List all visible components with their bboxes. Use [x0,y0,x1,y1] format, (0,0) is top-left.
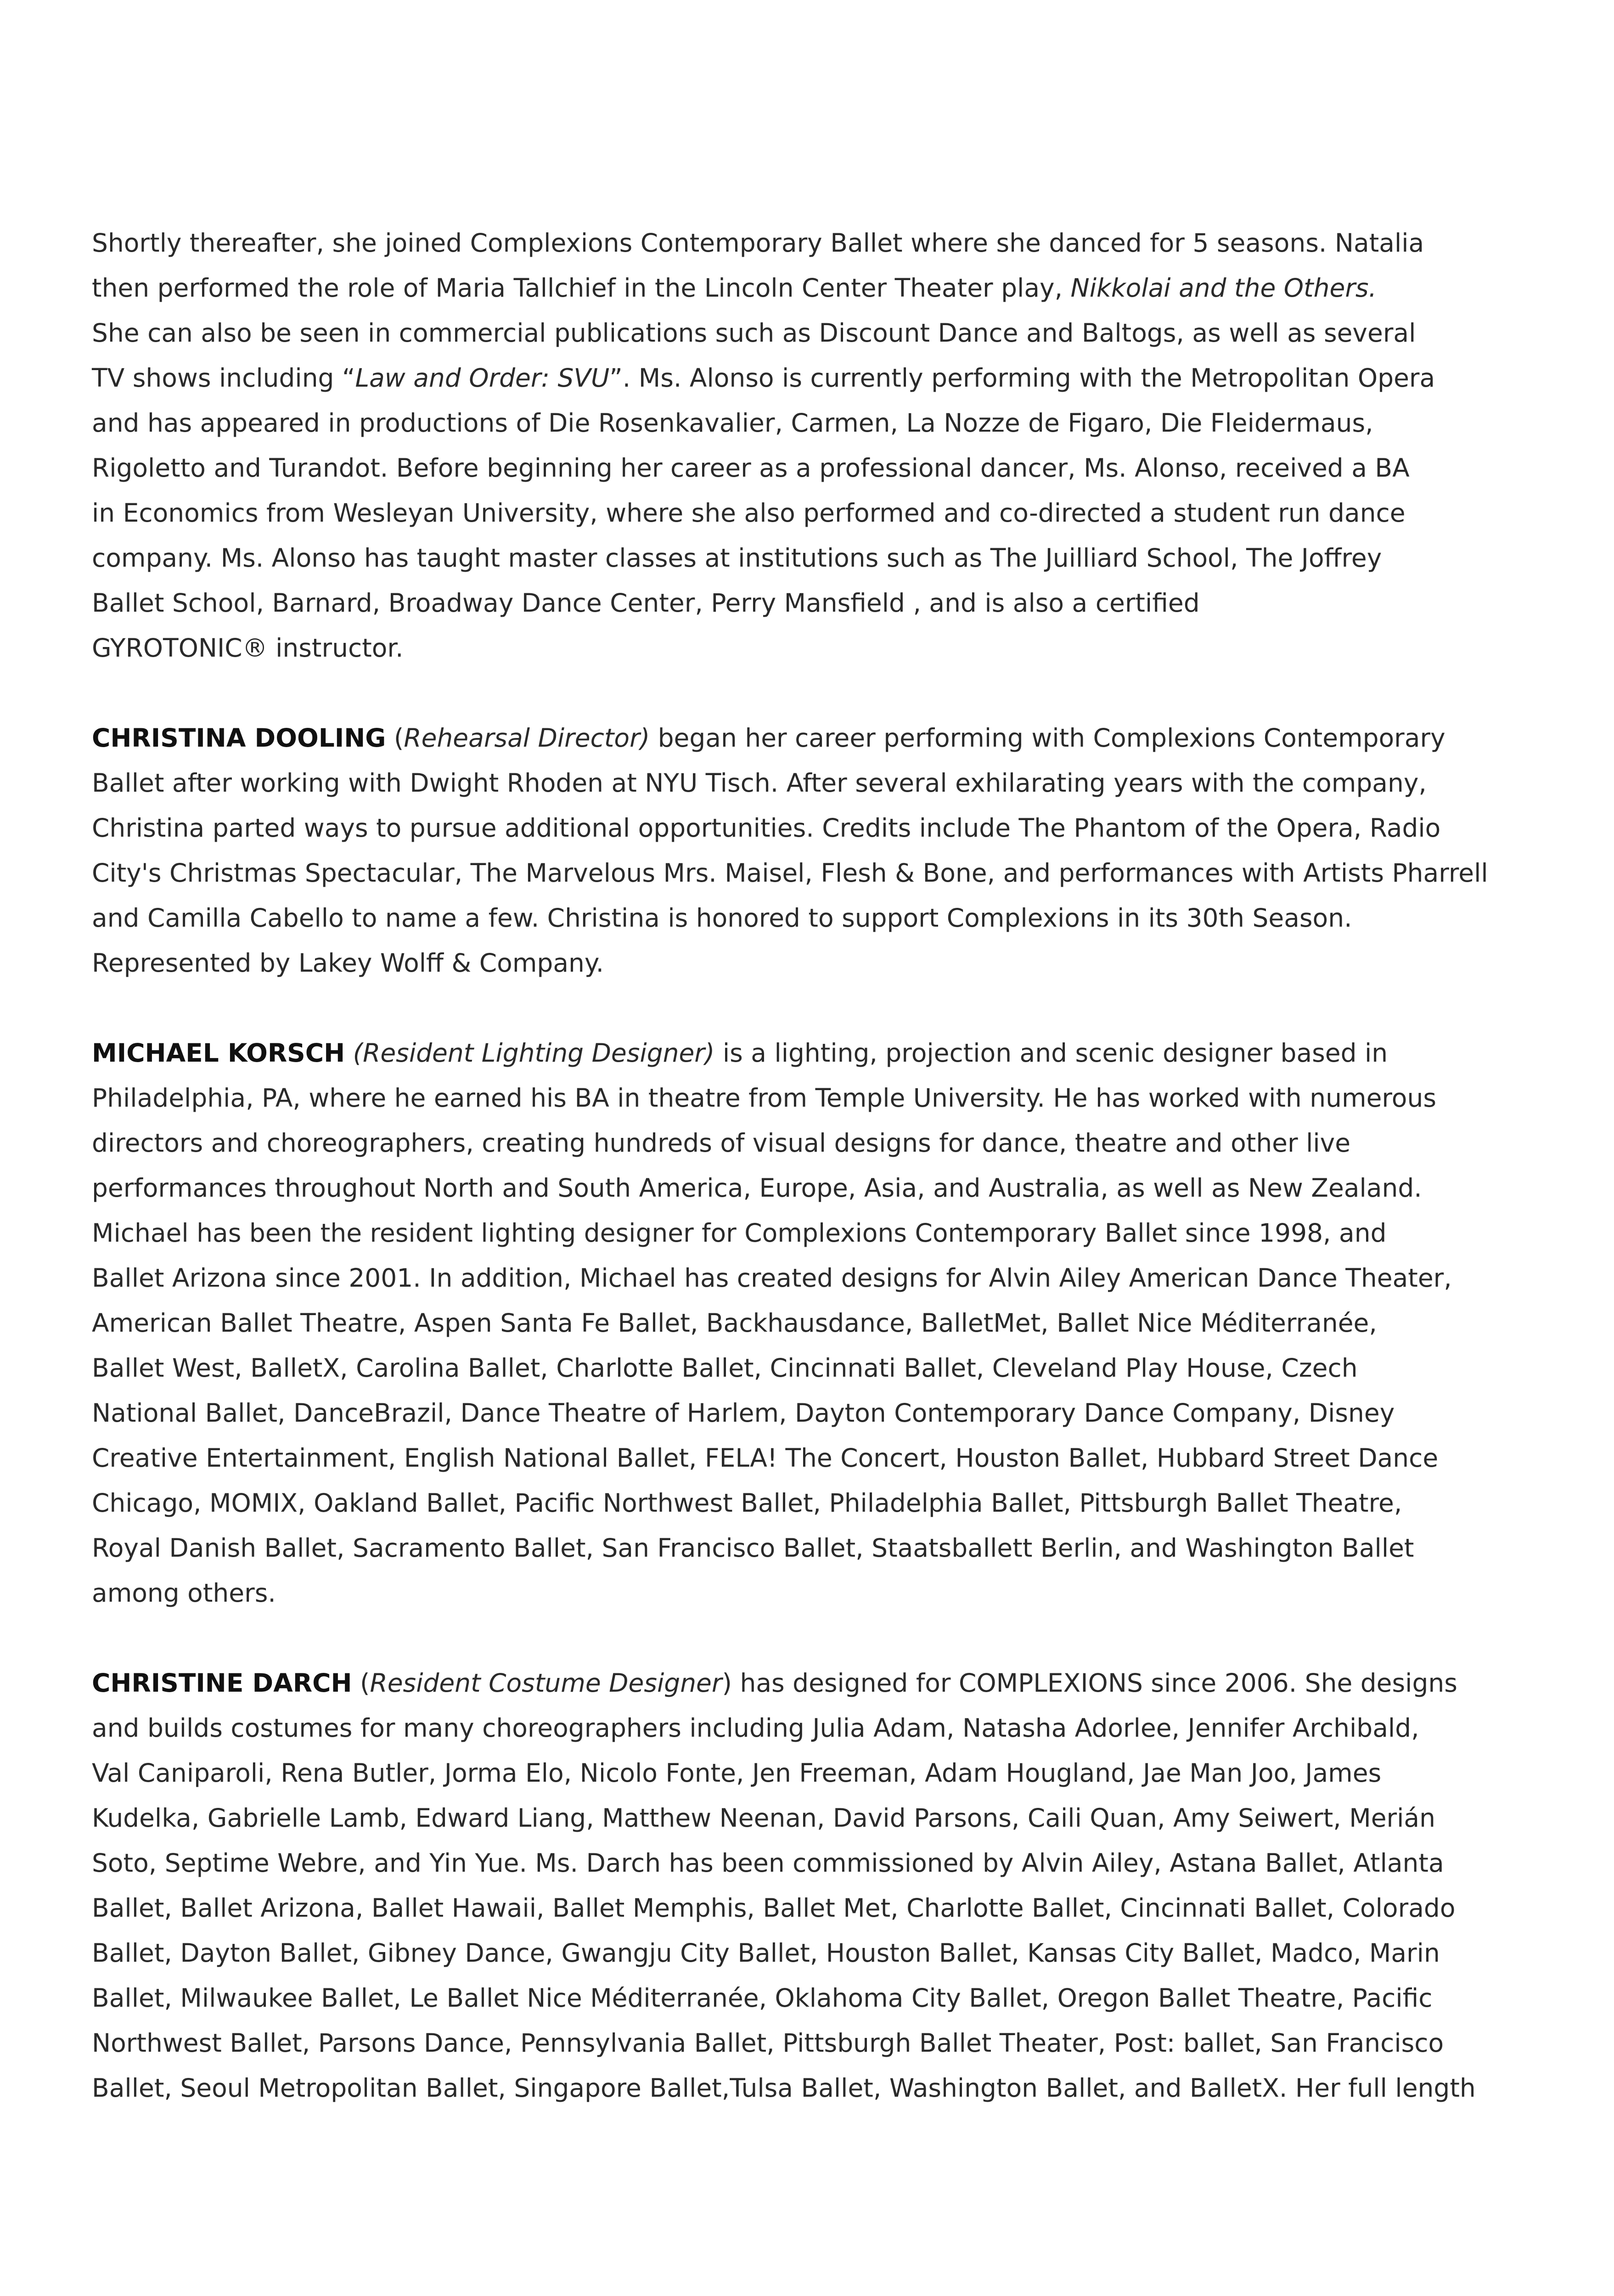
italic-text: Nikkolai and the Others. [1070,273,1377,303]
text-run: in Economics from Wesleyan University, where she also performed and co-directed a student run dance [92,498,1406,528]
text-line [92,1435,1529,1480]
text-line [92,1480,1529,1525]
text-line [92,2065,1529,2110]
text-line [92,1570,1529,1615]
text-run: Chicago, MOMIX, Oakland Ballet, Pacific Northwest Ballet, Philadelphia Ballet, Pittsburgh Ballet Theatre, [92,1488,1402,1518]
document-page [92,220,1529,2155]
text-line [92,355,1529,400]
text-run: Ballet after working with Dwight Rhoden at NYU Tisch. After several exhilarating years with the company, [92,768,1427,798]
text-run: ”. Ms. Alonso is currently performing with the Metropolitan Opera [609,363,1435,393]
text-run: directors and choreographers, creating hundreds of visual designs for dance, theatre and other live [92,1128,1351,1158]
italic-text: Resident Costume Designer [370,1668,722,1698]
text-line [92,1930,1529,1975]
text-line [92,1165,1529,1210]
text-run: Represented by Lakey Wolff & Company. [92,948,604,978]
text-line [92,1075,1529,1120]
person-name: CHRISTINA DOOLING [92,723,386,753]
text-line [92,1750,1529,1795]
text-line [92,1660,1529,1705]
text-line [92,1255,1529,1300]
text-run: TV shows including “ [92,363,355,393]
text-run: Philadelphia, PA, where he earned his BA in theatre from Temple University. He has worked with numerous [92,1083,1436,1113]
text-line [92,1525,1529,1570]
text-run: City's Christmas Spectacular, The Marvelous Mrs. Maisel, Flesh & Bone, and performances with Artists Pharrell [92,858,1488,888]
text-run: National Ballet, DanceBrazil, Dance Theatre of Harlem, Dayton Contemporary Dance Company, Disney [92,1398,1395,1428]
text-run: Northwest Ballet, Parsons Dance, Pennsylvania Ballet, Pittsburgh Ballet Theater, Post: ballet, San Francisco [92,2028,1444,2058]
text-run: is a lighting, projection and scenic designer based in [714,1038,1388,1068]
text-line [92,400,1529,445]
italic-text: Law and Order: SVU [355,363,610,393]
text-run: Ballet West, BalletX, Carolina Ballet, Charlotte Ballet, Cincinnati Ballet, Cleveland Play House, Czech [92,1353,1358,1383]
bio-paragraph-michael-korsch [92,1030,1529,1615]
text-line [92,1975,1529,2020]
text-run: and builds costumes for many choreographers including Julia Adam, Natasha Adorlee, Jennifer Archibald, [92,1713,1419,1743]
text-run [345,1038,353,1068]
text-run: Ballet, Milwaukee Ballet, Le Ballet Nice Méditerranée, Oklahoma City Ballet, Oregon Ballet Theatre, Pacific [92,1983,1433,2013]
bio-paragraph-alonso-continued [92,220,1529,670]
person-name: MICHAEL KORSCH [92,1038,345,1068]
text-line [92,805,1529,850]
text-run: She can also be seen in commercial publications such as Discount Dance and Baltogs, as well as several [92,318,1416,348]
text-line [92,490,1529,535]
text-run: Creative Entertainment, English National Ballet, FELA! The Concert, Houston Ballet, Hubbard Street Dance [92,1443,1439,1473]
text-line [92,895,1529,940]
text-run: and Camilla Cabello to name a few. Christina is honored to support Complexions in its 30th Season. [92,903,1352,933]
text-line [92,1390,1529,1435]
text-run: and has appeared in productions of Die Rosenkavalier, Carmen, La Nozze de Figaro, Die Fleidermaus, [92,408,1373,438]
text-line [92,940,1529,985]
text-line [92,1795,1529,1840]
text-line [92,535,1529,580]
text-run: Ballet, Dayton Ballet, Gibney Dance, Gwangju City Ballet, Houston Ballet, Kansas City Ballet, Madco, Marin [92,1938,1440,1968]
text-run: Kudelka, Gabrielle Lamb, Edward Liang, Matthew Neenan, David Parsons, Caili Quan, Amy Seiwert, Merián [92,1803,1435,1833]
bio-paragraph-christine-darch [92,1660,1529,2110]
text-line [92,715,1529,760]
text-run: among others. [92,1578,276,1608]
text-line [92,1120,1529,1165]
text-run: Soto, Septime Webre, and Yin Yue. Ms. Darch has been commissioned by Alvin Ailey, Astana Ballet, Atlanta [92,1848,1444,1878]
text-line [92,445,1529,490]
text-run: performances throughout North and South America, Europe, Asia, and Australia, as well as New Zealand. [92,1173,1422,1203]
text-line [92,220,1529,265]
italic-text: Rehearsal Director) [404,723,650,753]
text-run: ( [352,1668,370,1698]
text-run: GYROTONIC® instructor. [92,633,404,663]
text-line [92,760,1529,805]
text-run: Val Caniparoli, Rena Butler, Jorma Elo, Nicolo Fonte, Jen Freeman, Adam Hougland, Jae Man Joo, James [92,1758,1382,1788]
text-run: Rigoletto and Turandot. Before beginning her career as a professional dancer, Ms. Alonso, received a BA [92,453,1410,483]
text-run: then performed the role of Maria Tallchief in the Lincoln Center Theater play, [92,273,1071,303]
text-run: American Ballet Theatre, Aspen Santa Fe Ballet, Backhausdance, BalletMet, Ballet Nice Méditerranée, [92,1308,1377,1338]
text-line [92,310,1529,355]
text-line [92,1345,1529,1390]
text-run: Ballet, Seoul Metropolitan Ballet, Singapore Ballet,Tulsa Ballet, Washington Ballet, and BalletX. Her full length [92,2073,1476,2103]
text-line [92,265,1529,310]
text-line [92,2020,1529,2065]
text-run: Ballet Arizona since 2001. In addition, Michael has created designs for Alvin Ailey American Dance Theater, [92,1263,1452,1293]
italic-text: (Resident Lighting Designer) [353,1038,715,1068]
text-line [92,850,1529,895]
text-line [92,1210,1529,1255]
text-run: Christina parted ways to pursue additional opportunities. Credits include The Phantom of the Opera, Radio [92,813,1441,843]
text-run: Michael has been the resident lighting designer for Complexions Contemporary Ballet since 1998, and [92,1218,1387,1248]
text-run: company. Ms. Alonso has taught master classes at institutions such as The Juilliard School, The Joffrey [92,543,1382,573]
text-line [92,580,1529,625]
text-run: Ballet School, Barnard, Broadway Dance Center, Perry Mansfield , and is also a certified [92,588,1200,618]
text-run: Shortly thereafter, she joined Complexions Contemporary Ballet where she danced for 5 seasons. Natalia [92,228,1424,258]
bio-paragraph-christina-dooling [92,715,1529,985]
person-name: CHRISTINE DARCH [92,1668,352,1698]
text-line [92,1300,1529,1345]
text-line [92,1885,1529,1930]
text-run: Royal Danish Ballet, Sacramento Ballet, San Francisco Ballet, Staatsballett Berlin, and Washington Ballet [92,1533,1414,1563]
text-line [92,1840,1529,1885]
text-line [92,625,1529,670]
text-run: began her career performing with Complexions Contemporary [650,723,1445,753]
text-run: Ballet, Ballet Arizona, Ballet Hawaii, Ballet Memphis, Ballet Met, Charlotte Ballet, Cincinnati Ballet, Colorado [92,1893,1456,1923]
text-line [92,1705,1529,1750]
text-run: ( [386,723,404,753]
text-run: ) has designed for COMPLEXIONS since 2006. She designs [722,1668,1457,1698]
text-line [92,1030,1529,1075]
